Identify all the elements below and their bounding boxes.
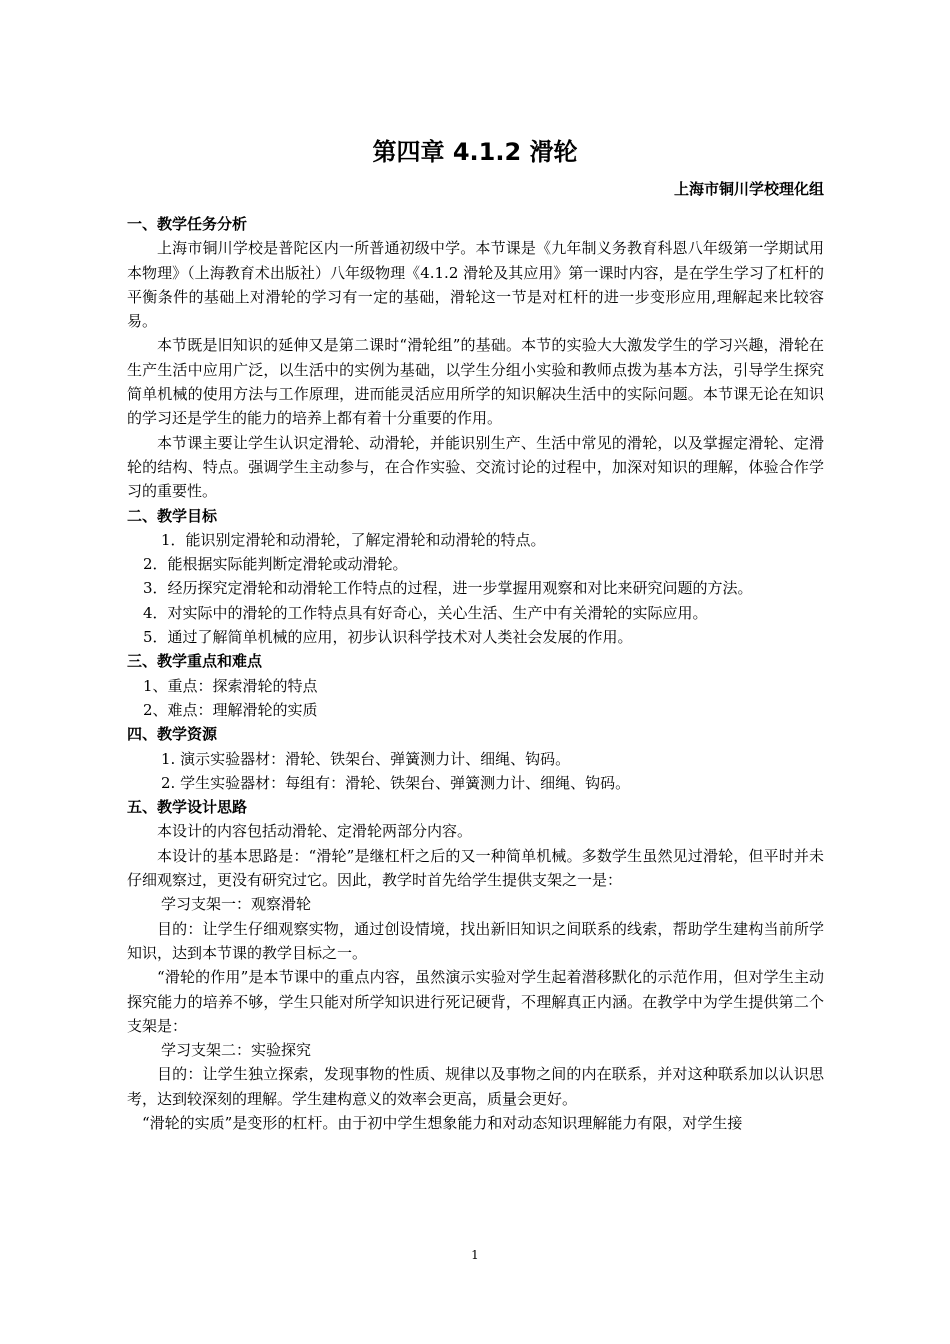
paragraph: 本节课主要让学生认识定滑轮、动滑轮，并能识别生产、生活中常见的滑轮，以及掌握定滑轮、定滑轮的结构、特点。强调学生主动参与，在合作实验、交流讨论的过程中，加深对知识的理解，体验合作学习的重要性。 [127,433,824,501]
paragraph: 本节既是旧知识的延伸又是第二课时“滑轮组”的基础。本节的实验大大激发学生的学习兴趣，滑轮在生产生活中应用广泛，以生活中的实例为基础，以学生分组小实验和教师点拨为基本方法，引导学生探究简单机械的使用方法与工作原理，进而能灵活应用所学的知识解决生活中的实际问题。本节课无论在知识的学习还是学生的能力的培养上都有着十分重要的作用。 [127,336,824,428]
section-heading-5: 五、教学设计思路 [127,798,248,817]
section-heading-4: 四、教学资源 [127,725,218,744]
list-item: 1. 演示实验器材：滑轮、铁架台、弹簧测力计、细绳、钩码。 [161,749,571,768]
paragraph: 本设计的内容包括动滑轮、定滑轮两部分内容。 [157,822,473,841]
list-item: 5．通过了解简单机械的应用，初步认识科学技术对人类社会发展的作用。 [143,628,633,647]
list-item: 2、难点：理解滑轮的实质 [143,700,318,719]
section-heading-2: 二、教学目标 [127,506,218,525]
page-title: 第四章 4.1.2 滑轮 [372,138,578,166]
list-item: 1．能识别定滑轮和动滑轮，了解定滑轮和动滑轮的特点。 [161,530,546,549]
paragraph: “滑轮的实质”是变形的杠杆。由于初中学生想象能力和对动态知识理解能力有限，对学生接 [142,1113,743,1132]
paragraph: 目的：让学生仔细观察实物，通过创设情境，找出新旧知识之间联系的线索，帮助学生建构当前所学知识，达到本节课的教学目标之一。 [127,919,824,962]
paragraph: 本设计的基本思路是：“滑轮”是继杠杆之后的又一种简单机械。多数学生虽然见过滑轮，但平时并未仔细观察过，更没有研究过它。因此，教学时首先给学生提供支架之一是： [127,846,824,890]
author-line: 上海市铜川学校理化组 [673,180,824,198]
document-body [127,212,824,1135]
list-item: 4．对实际中的滑轮的工作特点具有好奇心，关心生活、生产中有关滑轮的实际应用。 [143,603,708,622]
scaffold-label: 学习支架二：实验探究 [161,1041,312,1060]
paragraph: “滑轮的作用”是本节课中的重点内容，虽然演示实验对学生起着潜移默化的示范作用，但对学生主动探究能力的培养不够，学生只能对所学知识进行死记硬背，不理解真正内涵。在教学中为学生提供第二个支架是： [127,968,824,1035]
scaffold-label: 学习支架一：观察滑轮 [161,895,312,914]
paragraph: 目的：让学生独立探索，发现事物的性质、规律以及事物之间的内在联系，并对这种联系加以认识思考，达到较深刻的理解。学生建构意义的效率会更高，质量会更好。 [127,1065,824,1108]
page-number: 1 [471,1248,479,1262]
list-item: 3．经历探究定滑轮和动滑轮工作特点的过程，进一步掌握用观察和对比来研究问题的方法。 [143,579,753,598]
section-heading-1: 一、教学任务分析 [127,215,248,233]
list-item: 2. 学生实验器材：每组有：滑轮、铁架台、弹簧测力计、细绳、钩码。 [161,773,631,792]
section-heading-3: 三、教学重点和难点 [127,652,263,671]
list-item: 1、重点：探索滑轮的特点 [143,676,318,695]
list-item: 2．能根据实际能判断定滑轮或动滑轮。 [143,555,408,574]
paragraph: 上海市铜川学校是普陀区内一所普通初级中学。本节课是《九年制义务教育科恩八年级第一学期试用本物理》（上海教育术出版社）八年级物理《4.1.2 滑轮及其应用》第一课时内容，是在学生学习了杠杆的平衡条件的基础上对滑轮的学习有一定的基础，滑轮这一节是对杠杆的进一步变形应用,理解起来比较容易。 [127,239,824,331]
